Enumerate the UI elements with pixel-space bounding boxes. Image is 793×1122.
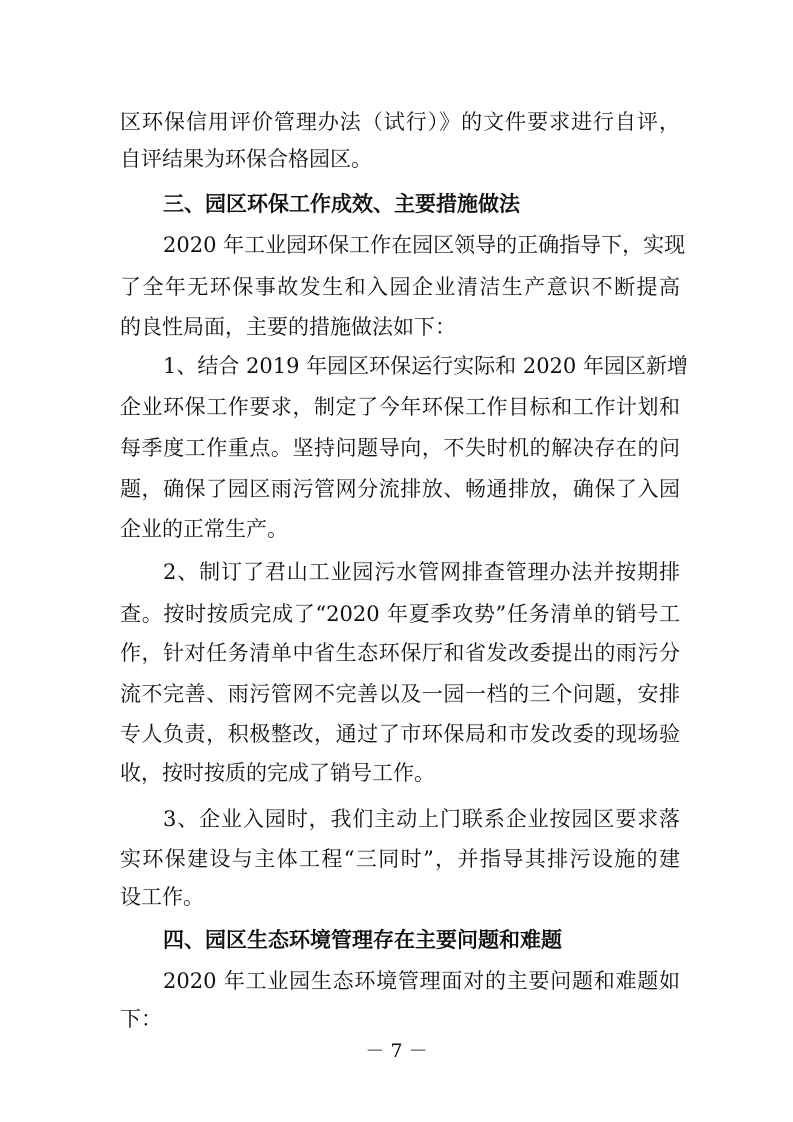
paragraph-line: 2020 年工业园环保工作在园区领导的正确指导下，实现 [163,233,686,257]
paragraph-line: 的良性局面，主要的措施做法如下： [120,315,456,339]
paragraph-line: 企业环保工作要求，制定了今年环保工作目标和工作计划和 [120,395,680,419]
paragraph-line: 实环保建设与主体工程“三同时”，并指导其排污设施的建 [120,847,680,871]
section-heading-4: 四、园区生态环境管理存在主要问题和难题 [163,928,562,952]
paragraph-line: 自评结果为环保合格园区。 [120,147,372,171]
paragraph-line: 了全年无环保事故发生和入园企业清洁生产意识不断提高 [120,275,680,299]
paragraph-line: 流不完善、雨污管网不完善以及一园一档的三个问题，安排 [120,682,680,706]
paragraph-line: 题，确保了园区雨污管网分流排放、畅通排放，确保了入园 [120,477,680,501]
paragraph-line: 3、企业入园时，我们主动上门联系企业按园区要求落 [163,807,680,831]
paragraph-line: 专人负责，积极整改，通过了市环保局和市发改委的现场验 [120,722,680,746]
paragraph-line: 1、结合 2019 年园区环保运行实际和 2020 年园区新增 [163,354,688,378]
paragraph-line: 作，针对任务清单中省生态环保厅和省发改委提出的雨污分 [120,641,680,665]
paragraph-line: 2020 年工业园生态环境管理面对的主要问题和难题如 [163,969,680,993]
paragraph-line: 区环保信用评价管理办法（试行）》的文件要求进行自评， [120,110,680,134]
paragraph-line: 收，按时按质的完成了销号工作。 [120,761,435,785]
paragraph-line: 下： [120,1007,162,1031]
page-number: － 7 － [365,1040,428,1062]
paragraph-line: 2、制订了君山工业园污水管网排查管理办法并按期排 [163,560,680,584]
paragraph-line: 企业的正常生产。 [120,517,288,541]
paragraph-line: 设工作。 [120,885,204,909]
paragraph-line: 每季度工作重点。坚持问题导向，不失时机的解决存在的问 [120,436,680,460]
section-heading-3: 三、园区环保工作成效、主要措施做法 [163,192,520,216]
paragraph-line: 查。按时按质完成了“2020 年夏季攻势”任务清单的销号工 [120,602,680,626]
